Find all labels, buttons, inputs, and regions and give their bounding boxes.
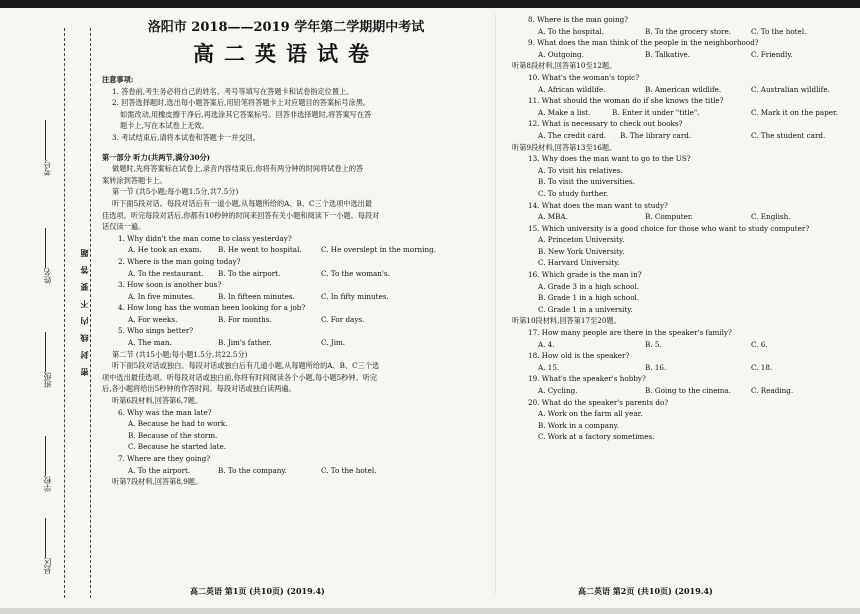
option-15b: B. New York University. [538,246,625,256]
options-5: A. The man. B. Jim's father. C. Jim. [128,338,346,348]
part1-intro-1: 做题时,先将答案标在试卷上,录音内容结束后,你将有两分钟的时间将试卷上的答 [112,164,364,174]
options-17: A. 4. B. 5. C. 6. [538,339,768,349]
part1-intro-2: 案转涂到答题卡上。 [102,175,167,185]
question-12: 12. What is necessary to check out books? [528,119,683,129]
question-2: 2. Where is the man going today? [118,256,241,266]
note-2-cont: 如需改动,用橡皮擦干净后,再选涂其它答案标号。回答非选择题时,将答案写在答 [120,109,372,119]
options-2: A. To the restaurant. B. To the airport. C. To the woman's. [128,268,390,278]
material-10: 听第10段材料,回答第17至20题。 [512,316,621,326]
option-13c: C. To study further. [538,188,609,198]
option-20b: B. Work in a company. [538,420,620,430]
part1-heading: 第一部分 听力(共两节,满分30分) [102,152,211,162]
section2-heading: 第二节 (共15小题;每小题1.5分,共22.5分) [112,349,248,359]
material-6: 听第6段材料,回答第6,7题。 [112,396,203,406]
option-13b: B. To visit the universities. [538,177,635,187]
section1-heading: 第一节 (共5小题;每小题1.5分,共7.5分) [112,187,239,197]
options-7: A. To the airport. B. To the company. C. To the hotel. [128,465,377,475]
question-3: 3. How soon is another bus? [118,280,222,290]
question-7: 7. Where are they going? [118,454,211,463]
field-district: 县区 [44,518,52,574]
field-school: 学校 [44,436,52,492]
section1-intro-1: 听下面5段对话。每段对话后有一道小题,从每题所给的A、B、C三个选项中选出最 [112,198,373,208]
question-13: 13. Why does the man want to go to the US? [528,154,691,164]
note-3: 3. 考试结束后,请将本试卷和答题卡一并交回。 [112,132,260,142]
options-11: A. Make a list. B. Enter it under "title". C. Mark it on the paper. [538,107,838,117]
question-8: 8. Where is the man going? [528,15,629,24]
seal-line [64,28,65,598]
section2-intro-2: 项中选出最佳选项。听每段对话或独白前,你将有时间阅读各个小题,每小题5秒钟。听完 [102,372,378,382]
section2-intro-3: 后,各小题将给出5秒钟的作答时间。每段对话或独白读两遍。 [102,384,296,394]
material-7: 听第7段材料,回答第8,9题。 [112,477,203,487]
question-6: 6. Why was the man late? [118,407,212,417]
field-class: 班级 [44,332,52,388]
material-9: 听第9段材料,回答第13至16题。 [512,142,617,152]
scan-edge-bottom [0,608,860,614]
options-12: A. The credit card. B. The library card. C. The student card. [538,130,826,140]
question-19: 19. What's the speaker's hobby? [528,374,646,384]
field-exam-number: 考号 [44,120,52,176]
option-16b: B. Grade 1 in a high school. [538,293,640,303]
question-5: 5. Who sings better? [118,326,194,336]
option-15c: C. Harvard University. [538,258,620,268]
exam-title: 洛阳市 2018——2019 学年第二学期期中考试 [147,20,425,35]
seal-line-inner [90,28,91,598]
options-1: A. He took an exam. B. He went to hospital. C. He overslept in the morning. [128,245,436,255]
question-15: 15. Which university is a good choice for those who want to study computer? [528,223,810,233]
section2-intro-1: 听下面5段对话或独白。每段对话或独白后有几道小题,从每题所给的A、B、C三个选 [112,361,380,371]
page-1-footer: 高二英语 第1页 (共10页) (2019.4) [190,586,325,596]
scan-edge-top [0,0,860,8]
material-8: 听第8段材料,回答第10至12题。 [512,61,617,71]
question-1: 1. Why didn't the man come to class yesterday? [118,233,292,243]
options-3: A. In five minutes. B. In fifteen minutes. C. In fifty minutes. [128,291,389,301]
options-14: A. MBA. B. Computer. C. English. [538,212,791,222]
option-16a: A. Grade 3 in a high school. [538,281,640,291]
section1-intro-3: 话仅读一遍。 [102,222,146,232]
options-10: A. African wildlife. B. American wildlife. C. Australian wildlife. [538,84,830,94]
page-2-footer: 高二英语 第2页 (共10页) (2019.4) [578,586,713,596]
option-6a: A. Because he had to work. [128,419,228,429]
question-11: 11. What should the woman do if she knows the title? [528,96,724,106]
options-19: A. Cycling. B. Going to the cinema. C. Reading. [538,386,794,395]
page-2 [512,14,852,443]
page-divider [495,14,496,594]
exam-subtitle: 高二英语试卷 [193,41,379,66]
question-17: 17. How many people are there in the speaker's family? [528,328,732,338]
option-20c: C. Work at a factory sometimes. [538,432,655,442]
options-4: A. For weeks. B. For months. C. For days. [128,314,365,324]
option-6c: C. Because he started late. [128,442,227,452]
question-14: 14. What does the man want to study? [528,200,668,210]
option-20a: A. Work on the farm all year. [538,409,643,419]
notes-heading: 注意事项: [102,75,134,84]
note-2: 2. 回答选择题时,选出每小题答案后,用铅笔将答题卡上对应题目的答案标号涂黑。 [112,98,371,108]
seal-warning: 密封线内不要答题 [79,240,89,376]
option-16c: C. Grade 1 in a university. [538,304,633,314]
binding-margin [0,8,94,608]
question-18: 18. How old is the speaker? [528,351,630,361]
options-9: A. Outgoing. B. Talkative. C. Friendly. [538,49,793,59]
options-8: A. To the hospital. B. To the grocery store. C. To the hotel. [538,26,807,36]
question-16: 16. Which grade is the man in? [528,270,642,280]
options-18: A. 15. B. 16. C. 18. [538,362,773,372]
section1-intro-2: 佳选项。听完每段对话后,你都有10秒钟的时间来回答有关小题和阅读下一小题。每段对 [102,210,380,220]
option-13a: A. To visit his relatives. [538,165,623,175]
field-name: 姓名 [44,228,52,284]
note-2-cont2: 题卡上,写在本试卷上无效。 [120,121,209,131]
page-1 [102,14,470,488]
question-4: 4. How long has the woman been looking for a job? [118,303,306,313]
question-20: 20. What do the speaker's parents do? [528,397,669,407]
option-6b: B. Because of the storm. [128,430,218,440]
question-9: 9. What does the man think of the people in the neighborhood? [528,38,759,48]
note-1: 1. 答卷前,考生务必将自己的姓名、考号等填写在答题卡和试卷指定位置上。 [112,86,354,96]
option-15a: A. Princeton University. [538,235,625,245]
question-10: 10. What's the woman's topic? [528,72,640,82]
